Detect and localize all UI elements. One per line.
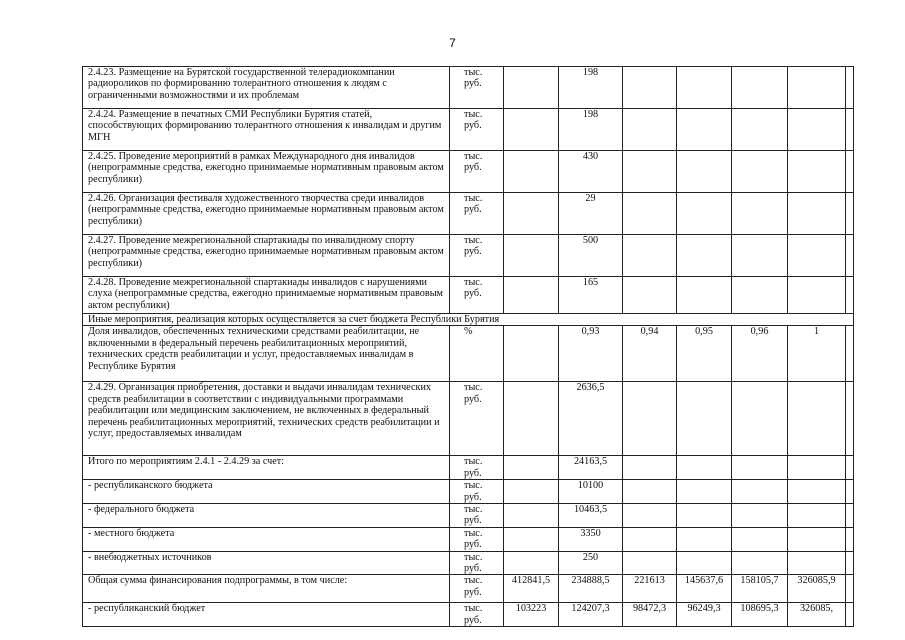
table-body [83,67,854,627]
unit-cell: тыс. руб. [450,235,504,277]
value-cell: 0,95 [677,326,732,382]
value-cell [846,235,854,277]
value-cell [504,456,559,480]
unit-cell: тыс. руб. [450,603,504,627]
value-cell [677,109,732,151]
value-cell [788,456,846,480]
value-cell: 3350 [559,527,623,551]
value-cell: 24163,5 [559,456,623,480]
value-cell: 2636,5 [559,382,623,456]
value-cell [677,551,732,575]
value-cell [732,109,788,151]
value-cell: 326085,9 [788,575,846,603]
value-cell [732,480,788,504]
value-cell: 326085, [788,603,846,627]
value-cell [623,456,677,480]
value-cell [732,193,788,235]
value-cell: 29 [559,193,623,235]
value-cell [788,277,846,314]
value-cell [623,551,677,575]
table-row [83,504,854,528]
value-cell: 198 [559,67,623,109]
value-cell: 412841,5 [504,575,559,603]
value-cell: 0,94 [623,326,677,382]
section-row [83,314,854,326]
table-row [83,456,854,480]
value-cell: 10463,5 [559,504,623,528]
value-cell [677,67,732,109]
section-heading: Иные мероприятия, реализация которых осуществляется за счет бюджета Республики Бурятия [83,314,854,326]
value-cell: 145637,6 [677,575,732,603]
value-cell: 0,93 [559,326,623,382]
table-row [83,67,854,109]
table-row [83,480,854,504]
value-cell [788,67,846,109]
table-row [83,151,854,193]
value-cell: 500 [559,235,623,277]
row-name-cell: 2.4.26. Организация фестиваля художественного творчества среди инвалидов (непрограммные средства, ежегодно принимаемые нормативным правовым актом республики) [83,193,450,235]
value-cell: 158105,7 [732,575,788,603]
row-name-cell: 2.4.25. Проведение мероприятий в рамках Международного дня инвалидов (непрограммные средства, ежегодно принимаемые нормативным правовым актом республики) [83,151,450,193]
value-cell [677,277,732,314]
unit-cell: % [450,326,504,382]
value-cell [677,235,732,277]
unit-cell: тыс. руб. [450,480,504,504]
value-cell: 221613 [623,575,677,603]
unit-cell: тыс. руб. [450,151,504,193]
value-cell [677,456,732,480]
value-cell: 98472,3 [623,603,677,627]
value-cell [732,527,788,551]
value-cell [846,603,854,627]
value-cell: 0,96 [732,326,788,382]
table-row [83,382,854,456]
value-cell [504,551,559,575]
value-cell [846,382,854,456]
value-cell [623,235,677,277]
value-cell [623,277,677,314]
value-cell [732,67,788,109]
unit-cell: тыс. руб. [450,109,504,151]
value-cell [677,527,732,551]
table-row [83,527,854,551]
value-cell [732,277,788,314]
value-cell [623,193,677,235]
value-cell [623,109,677,151]
unit-cell: тыс. руб. [450,551,504,575]
value-cell [504,504,559,528]
table-row [83,603,854,627]
value-cell: 1 [788,326,846,382]
value-cell [677,504,732,528]
unit-cell: тыс. руб. [450,193,504,235]
table-row [83,551,854,575]
value-cell [504,277,559,314]
unit-cell: тыс. руб. [450,504,504,528]
value-cell: 250 [559,551,623,575]
value-cell: 198 [559,109,623,151]
value-cell [677,151,732,193]
value-cell [846,67,854,109]
unit-cell: тыс. руб. [450,67,504,109]
value-cell [623,67,677,109]
row-name-cell: 2.4.24. Размещение в печатных СМИ Республики Бурятия статей, способствующих формированию толерантного отношения к инвалидам и другим МГН [83,109,450,151]
value-cell [846,527,854,551]
value-cell [732,235,788,277]
value-cell [732,504,788,528]
table-row [83,109,854,151]
value-cell [504,151,559,193]
value-cell: 10100 [559,480,623,504]
row-name-cell: - республиканского бюджета [83,480,450,504]
value-cell [846,456,854,480]
value-cell [788,527,846,551]
value-cell [788,109,846,151]
value-cell: 108695,3 [732,603,788,627]
value-cell [504,527,559,551]
value-cell [677,480,732,504]
value-cell [788,151,846,193]
value-cell [788,382,846,456]
value-cell [846,277,854,314]
value-cell [788,193,846,235]
table-row [83,277,854,314]
value-cell [504,480,559,504]
value-cell [504,235,559,277]
value-cell [623,480,677,504]
value-cell: 165 [559,277,623,314]
unit-cell: тыс. руб. [450,527,504,551]
row-name-cell: 2.4.27. Проведение межрегиональной спартакиады по инвалидному спорту (непрограммные средства, ежегодно принимаемые нормативным правовым актом республики) [83,235,450,277]
value-cell [677,193,732,235]
value-cell [504,326,559,382]
value-cell [788,504,846,528]
unit-cell: тыс. руб. [450,382,504,456]
row-name-cell: - местного бюджета [83,527,450,551]
value-cell [788,480,846,504]
value-cell [623,382,677,456]
value-cell [788,551,846,575]
page-number: 7 [449,36,456,50]
value-cell [846,193,854,235]
table-row [83,326,854,382]
value-cell [623,504,677,528]
value-cell [732,456,788,480]
value-cell: 430 [559,151,623,193]
value-cell [846,575,854,603]
value-cell: 96249,3 [677,603,732,627]
value-cell [846,151,854,193]
table-row [83,235,854,277]
row-name-cell: Доля инвалидов, обеспеченных техническими средствами реабилитации, не включенными в федеральный перечень реабилитационных мероприятий, технических средств реабилитации и услуг, предоставляемых инвалидам в Республике Бурятия [83,326,450,382]
row-name-cell: - республиканский бюджет [83,603,450,627]
unit-cell: тыс. руб. [450,456,504,480]
value-cell [732,151,788,193]
value-cell: 234888,5 [559,575,623,603]
table-row [83,193,854,235]
value-cell [732,551,788,575]
value-cell [846,504,854,528]
budget-table [82,66,854,627]
value-cell: 124207,3 [559,603,623,627]
value-cell [504,382,559,456]
value-cell [788,235,846,277]
row-name-cell: 2.4.23. Размещение на Бурятской государственной телерадиокомпании радиороликов по формированию толерантного отношения к людям с ограниченными возможностями и их проблемам [83,67,450,109]
value-cell [504,67,559,109]
table-row [83,575,854,603]
value-cell [846,551,854,575]
row-name-cell: Общая сумма финансирования подпрограммы, в том числе: [83,575,450,603]
value-cell: 103223 [504,603,559,627]
value-cell [677,382,732,456]
unit-cell: тыс. руб. [450,575,504,603]
value-cell [732,382,788,456]
row-name-cell: 2.4.29. Организация приобретения, доставки и выдачи инвалидам технических средств реабилитации в соответствии с индивидуальными программами реабилитации или медицинским заключением, не включенных в федеральный перечень реабилитационных мероприятий, технических средств реабилитации и услуг, предоставляемых инвалидам [83,382,450,456]
value-cell [623,151,677,193]
value-cell [846,326,854,382]
unit-cell: тыс. руб. [450,277,504,314]
value-cell [623,527,677,551]
row-name-cell: 2.4.28. Проведение межрегиональной спартакиады инвалидов с нарушениями слуха (непрограммные средства, ежегодно принимаемые нормативным правовым актом республики) [83,277,450,314]
value-cell [504,109,559,151]
value-cell [504,193,559,235]
row-name-cell: - федерального бюджета [83,504,450,528]
value-cell [846,109,854,151]
row-name-cell: - внебюджетных источников [83,551,450,575]
value-cell [846,480,854,504]
row-name-cell: Итого по мероприятиям 2.4.1 - 2.4.29 за счет: [83,456,450,480]
